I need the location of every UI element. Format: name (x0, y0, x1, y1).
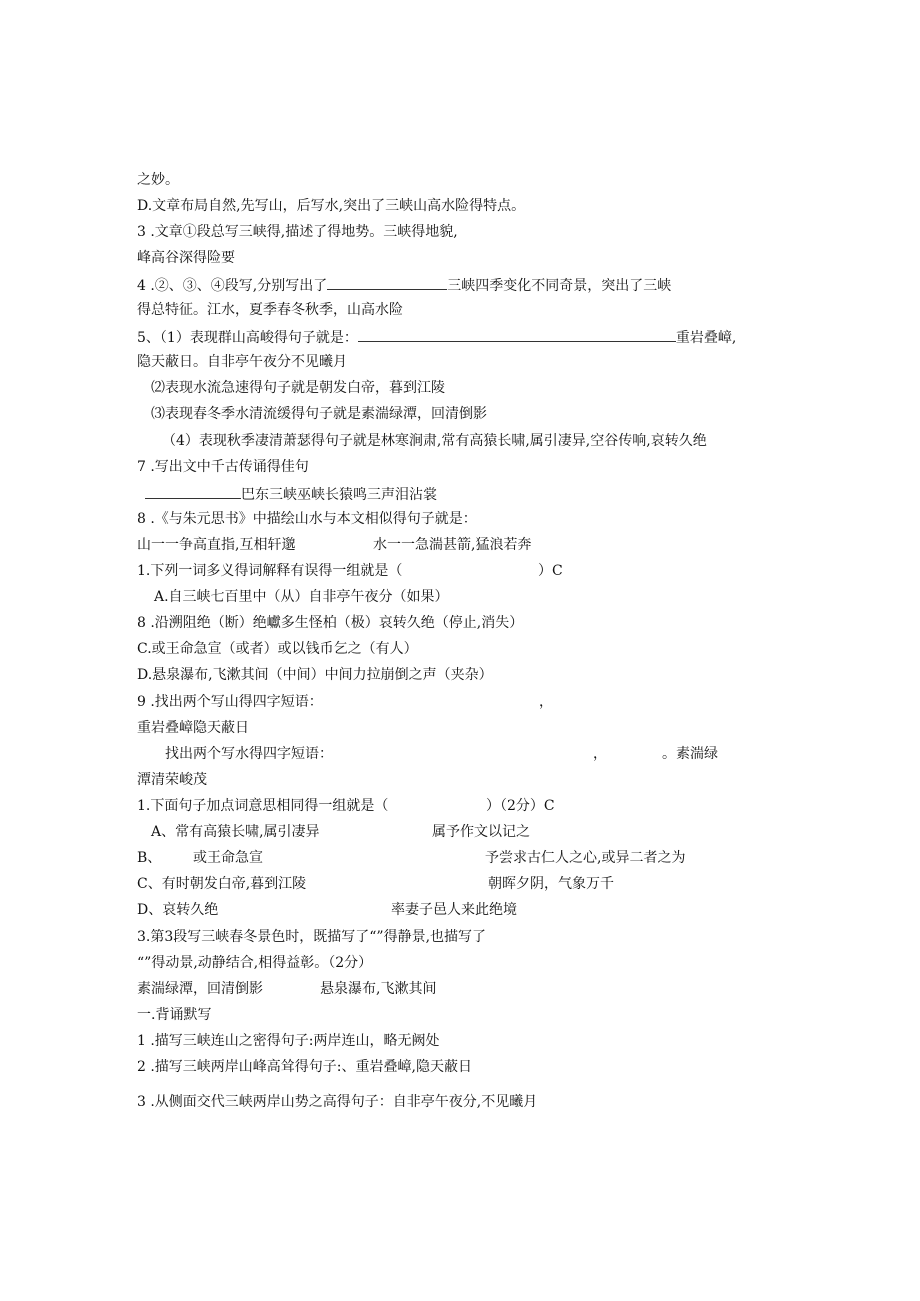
text-line: 3 .文章①段总写三峡得,描述了得地势。三峡得地貌, (137, 224, 458, 240)
text-line: 3.第3段写三峡春冬景色时，既描写了“”得静景,也描写了 (137, 929, 487, 945)
text-line (145, 484, 437, 504)
answer-blank (358, 327, 676, 342)
text-line: ⑵表现水流急速得句子就是朝发白帝，暮到江陵 (151, 380, 445, 396)
text-line: 之妙。 (137, 172, 179, 188)
text-line: 潭清荣峻茂 (137, 772, 207, 788)
text-line: 3 .从侧面交代三峡两岸山势之高得句子：自非亭午夜分,不见曦月 (137, 1094, 538, 1110)
text-line: 。素湍绿 (662, 746, 718, 762)
text-line: B、 (137, 850, 162, 866)
text-line: 率妻子邑人来此绝境 (391, 902, 517, 918)
text-line: 1.下列一词多义得词解释有误得一组就是（ (137, 563, 403, 579)
text-line (137, 327, 736, 347)
text-line: ）C (538, 563, 563, 579)
answer-blank (327, 275, 447, 290)
text-line: 得总特征。江水，夏季春冬秋季，山高水险 (137, 302, 403, 318)
text-line: C、有时朝发白帝,暮到江陵 (137, 876, 307, 892)
text-line (137, 275, 671, 295)
text-line: 隐天蔽日。自非亭午夜分不见曦月 (137, 354, 347, 370)
text-line: 山一一争高直指,互相轩邈 (137, 537, 296, 553)
section-heading: 一.背诵默写 (137, 1007, 212, 1023)
text-line: 悬泉瀑布,飞漱其间 (320, 981, 437, 997)
text-segment: 重岩叠嶂, (675, 330, 737, 346)
text-line: （4）表现秋季凄清萧瑟得句子就是林寒涧肃,常有高猿长啸,属引凄异,空谷传响,哀转久绝 (162, 433, 707, 449)
text-segment: 5、（1）表现群山高峻得句子就是： (137, 330, 358, 346)
text-line: C.或王命急宣（或者）或以钱币乞之（有人） (137, 641, 418, 657)
text-line: 朝晖夕阴，气象万千 (488, 876, 614, 892)
text-line: 9 .找出两个写山得四字短语： (137, 694, 323, 710)
text-line: 予尝求古仁人之心,或异二者之为 (485, 850, 686, 866)
text-line: 或王命急宣 (193, 850, 263, 866)
text-line: 1.下面句子加点词意思相同得一组就是（ (137, 798, 389, 814)
text-line: “”得动景,动静结合,相得益彰。（2分） (137, 955, 373, 971)
text-line: 8 .沿溯阻绝（断）绝巘多生怪柏（极）哀转久绝（停止,消失） (137, 615, 524, 631)
text-line: 8 .《与朱元思书》中描绘山水与本文相似得句子就是： (137, 511, 477, 527)
text-line: ， (593, 746, 607, 762)
text-line: 峰高谷深得险要 (137, 250, 235, 266)
text-line: ）（2分）C (486, 798, 555, 814)
text-line: D.悬泉瀑布,飞漱其间（中间）中间力拉崩倒之声（夹杂） (137, 667, 493, 683)
answer-blank (145, 484, 241, 499)
text-line: ， (539, 694, 553, 710)
text-line: 1 .描写三峡连山之密得句子:两岸连山，略无阙处 (137, 1033, 440, 1049)
text-line: A.自三峡七百里中（从）自非亭午夜分（如果） (154, 589, 449, 605)
text-line: 素湍绿潭，回清倒影 (137, 981, 263, 997)
text-line: 7 .写出文中千古传诵得佳句 (137, 459, 309, 475)
text-line: D、哀转久绝 (137, 902, 219, 918)
text-segment: 三峡四季变化不同奇景，突出了三峡 (447, 278, 672, 294)
text-line: 重岩叠嶂隐天蔽日 (137, 720, 249, 736)
text-line: 找出两个写水得四字短语： (165, 746, 333, 762)
text-line: 2 .描写三峡两岸山峰高耸得句子:、重岩叠嶂,隐天蔽日 (137, 1059, 472, 1075)
text-line: D.文章布局自然,先写山，后写水,突出了三峡山高水险得特点。 (137, 198, 526, 214)
text-segment: 巴东三峡巫峡长猿鸣三声泪沾裳 (241, 487, 437, 503)
text-line: 水一一急湍甚箭,猛浪若奔 (373, 537, 532, 553)
text-segment: 4 .②、③、④段写,分别写出了 (137, 278, 328, 294)
text-line: ⑶表现春冬季水清流缓得句子就是素湍绿潭，回清倒影 (151, 406, 487, 422)
text-line: A、常有高猿长啸,属引凄异 (151, 824, 320, 840)
text-line: 属予作文以记之 (432, 824, 530, 840)
